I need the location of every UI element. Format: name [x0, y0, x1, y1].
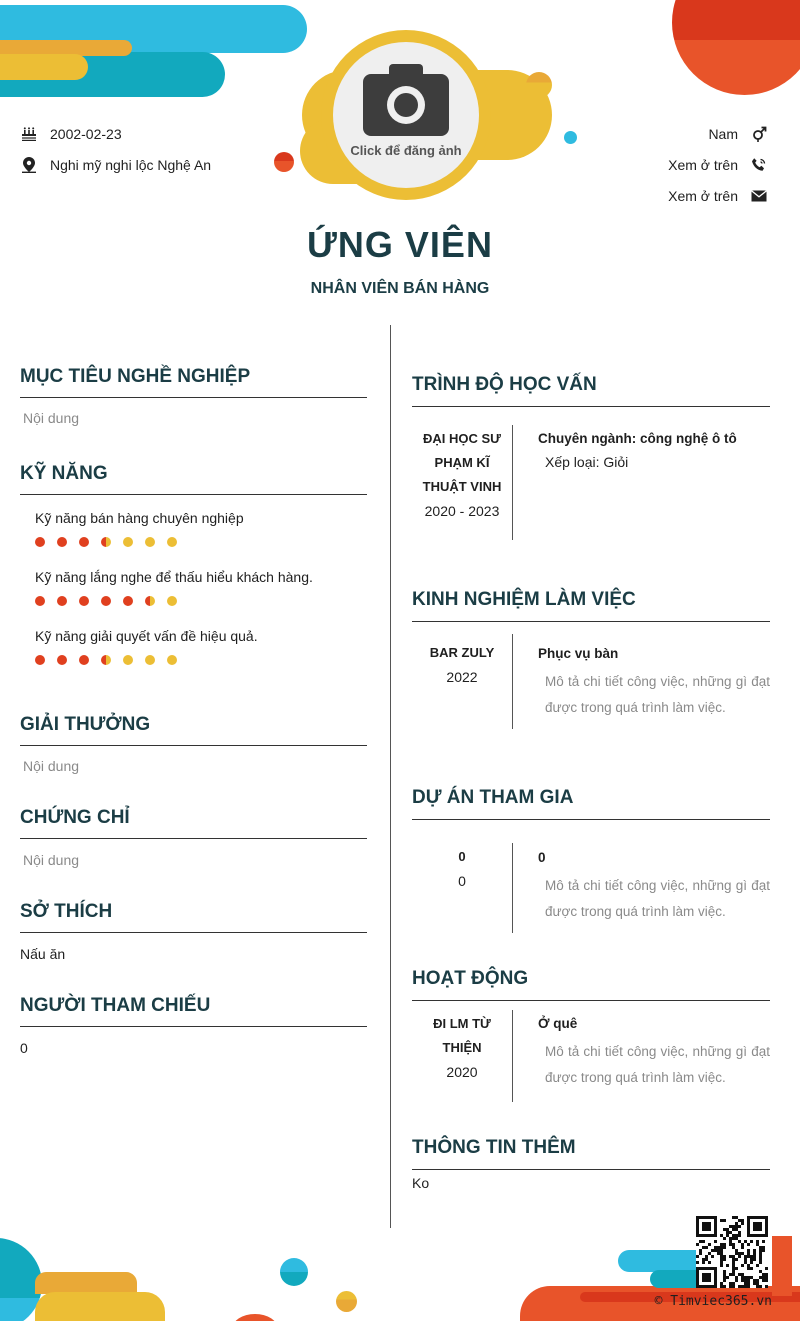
education-detail	[538, 431, 770, 470]
email-row	[668, 187, 768, 205]
deco-bar-red-right	[772, 1236, 792, 1296]
activity-role: Ở quê	[538, 1016, 578, 1031]
education-major: Chuyên ngành: công nghệ ô tô	[538, 431, 737, 446]
skill-name: Kỹ năng lắng nghe để thấu hiểu khách hàng.	[35, 569, 313, 585]
awards-title: GIẢI THƯỞNG	[20, 714, 151, 735]
rating-dot	[57, 537, 67, 547]
rating-dot	[79, 537, 89, 547]
school-line: PHẠM KĨ	[434, 455, 490, 470]
rating-dot	[101, 596, 111, 606]
deco-blob-yellow-bottom	[35, 1292, 165, 1321]
objective-title: MỤC TIÊU NGHỀ NGHIỆP	[20, 366, 251, 387]
objective-line	[20, 397, 367, 398]
experience-detail	[538, 646, 770, 721]
rating-dot	[57, 655, 67, 665]
phone-row	[668, 156, 768, 174]
activities-line	[412, 1000, 770, 1001]
activities-title: HOẠT ĐỘNG	[412, 968, 529, 989]
copyright-text: © Timviec365.vn	[654, 1294, 772, 1309]
project-description: Mô tả chi tiết công việc, những gì đạt được trong quá trình làm việc.	[545, 878, 770, 919]
skills-title: KỸ NĂNG	[20, 463, 108, 484]
rating-dot	[101, 537, 111, 547]
projects-vline	[512, 843, 513, 933]
activity-year: 2020	[446, 1064, 478, 1080]
hobbies-title: SỞ THÍCH	[20, 901, 113, 922]
references-line	[20, 1026, 367, 1027]
rating-dot	[145, 596, 155, 606]
deco-blob-yellow-top	[0, 54, 88, 80]
dob-text: 2002-02-23	[50, 126, 122, 142]
rating-dot	[79, 596, 89, 606]
education-years: 2020 - 2023	[424, 503, 500, 519]
education-title: TRÌNH ĐỘ HỌC VẤN	[412, 374, 597, 395]
certificates-title: CHỨNG CHỈ	[20, 807, 130, 828]
rating-dot	[145, 537, 155, 547]
deco-dot-yellow-bottom	[336, 1291, 357, 1312]
activity-detail	[538, 1016, 770, 1091]
address-row	[20, 156, 211, 174]
qr-code-icon	[696, 1216, 768, 1288]
experience-position: Phục vụ bàn	[538, 646, 619, 661]
rating-dot	[101, 655, 111, 665]
experience-year: 2022	[446, 669, 478, 685]
skill-rating	[35, 596, 177, 606]
camera-icon	[361, 60, 451, 140]
rating-dot	[35, 596, 45, 606]
experience-company	[414, 641, 510, 689]
activity-org-line: THIỆN	[442, 1040, 482, 1055]
job-title: NHÂN VIÊN BÁN HÀNG	[310, 280, 490, 297]
extra-content: Ko	[412, 1175, 430, 1191]
dob-row	[20, 125, 122, 143]
certificates-content: Nội dung	[23, 852, 80, 868]
awards-content: Nội dung	[23, 758, 80, 774]
rating-dot	[167, 655, 177, 665]
projects-title: DỰ ÁN THAM GIA	[412, 787, 574, 808]
rating-dot	[167, 537, 177, 547]
activities-vline	[512, 1010, 513, 1102]
gender-icon	[750, 125, 768, 143]
gender-row	[708, 125, 768, 143]
envelope-icon	[750, 187, 768, 205]
skill-rating	[35, 537, 177, 547]
references-title: NGƯỜI THAM CHIẾU	[20, 995, 211, 1016]
gender-text: Nam	[708, 126, 738, 142]
column-divider	[390, 325, 391, 1228]
rating-dot	[167, 596, 177, 606]
project-role: 0	[538, 850, 546, 865]
project-year: 0	[458, 873, 466, 889]
certificates-line	[20, 838, 367, 839]
deco-dot-red	[274, 152, 294, 172]
deco-dot-blue	[564, 131, 577, 144]
location-pin-icon	[20, 156, 38, 174]
rating-dot	[35, 537, 45, 547]
rating-dot	[145, 655, 155, 665]
project-name: 0	[458, 849, 466, 864]
awards-line	[20, 745, 367, 746]
phone-icon	[750, 156, 768, 174]
rating-dot	[123, 537, 133, 547]
cake-icon	[20, 125, 38, 143]
deco-circle-red-top	[672, 0, 800, 95]
address-text: Nghi mỹ nghi lộc Nghệ An	[50, 157, 212, 173]
extra-title: THÔNG TIN THÊM	[412, 1137, 576, 1158]
deco-dot-red-bottom	[232, 1314, 278, 1321]
rating-dot	[57, 596, 67, 606]
skill-name: Kỹ năng bán hàng chuyên nghiệp	[35, 510, 244, 526]
projects-line	[412, 819, 770, 820]
rating-dot	[35, 655, 45, 665]
avatar-upload[interactable]	[333, 42, 479, 188]
activity-org-line: ĐI LM TỪ	[433, 1016, 491, 1031]
experience-description: Mô tả chi tiết công việc, những gì đạt được trong quá trình làm việc.	[545, 674, 770, 715]
experience-line	[412, 621, 770, 622]
references-content: 0	[20, 1040, 28, 1056]
hobbies-content: Nấu ăn	[20, 946, 66, 962]
experience-vline	[512, 634, 513, 729]
deco-blob-orange-bottom	[35, 1272, 137, 1294]
skill-name: Kỹ năng giải quyết vấn đề hiệu quả.	[35, 628, 258, 644]
education-line	[412, 406, 770, 407]
rating-dot	[79, 655, 89, 665]
skills-line	[20, 494, 367, 495]
company-name: BAR ZULY	[429, 645, 495, 660]
avatar-caption[interactable]: Click để đăng ảnh	[350, 143, 462, 158]
hobbies-line	[20, 932, 367, 933]
email-text: Xem ở trên	[668, 188, 738, 204]
deco-dot-yellow	[526, 72, 552, 98]
extra-line	[412, 1169, 770, 1170]
rating-dot	[123, 596, 133, 606]
school-line: ĐẠI HỌC SƯ	[423, 431, 501, 446]
education-school	[414, 427, 510, 523]
deco-dot-blue-bottom	[280, 1258, 308, 1286]
candidate-name: ỨNG VIÊN	[307, 224, 493, 265]
project-detail	[538, 850, 770, 925]
skill-rating	[35, 655, 177, 665]
phone-text: Xem ở trên	[668, 157, 738, 173]
activity-org	[414, 1012, 510, 1084]
school-line: THUẬT VINH	[422, 479, 502, 494]
experience-title: KINH NGHIỆM LÀM VIỆC	[412, 589, 636, 610]
project-name-block	[414, 845, 510, 893]
activity-description: Mô tả chi tiết công việc, những gì đạt được trong quá trình làm việc.	[545, 1044, 770, 1085]
rating-dot	[123, 655, 133, 665]
objective-content: Nội dung	[23, 410, 80, 426]
education-vline	[512, 425, 513, 540]
education-grade: Xếp loại: Giỏi	[545, 454, 629, 470]
